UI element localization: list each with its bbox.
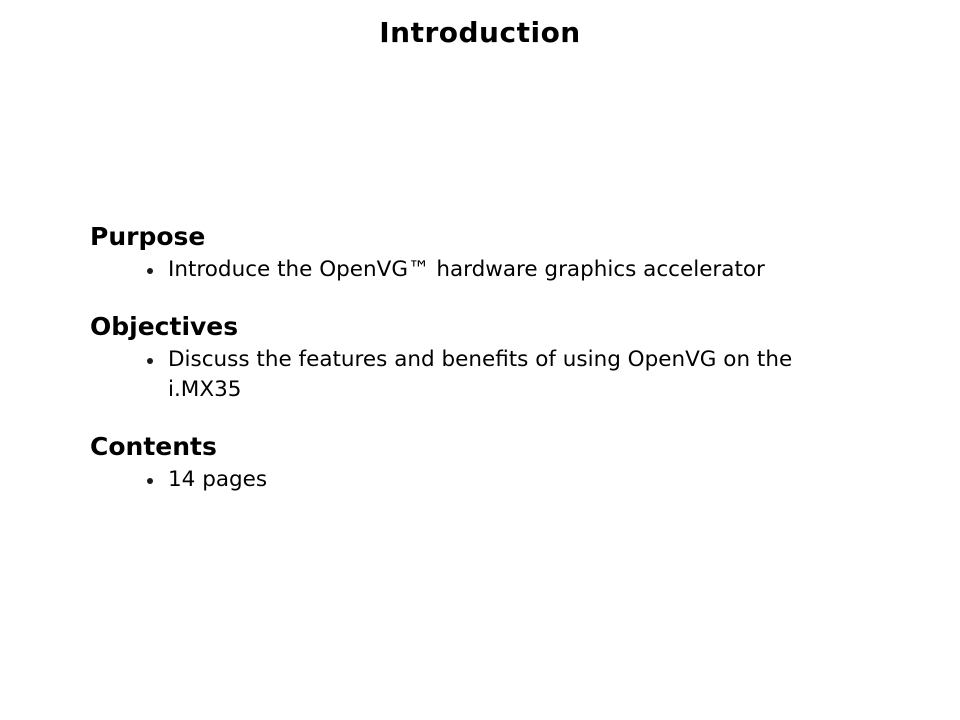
bullet-text: Discuss the features and benefits of using OpenVG on the i.MX35 bbox=[168, 347, 793, 402]
bullet-text: Introduce the OpenVG™ hardware graphics accelerator bbox=[168, 257, 765, 282]
list-item bbox=[90, 465, 920, 495]
slide-title: Introduction bbox=[379, 16, 581, 49]
list-item bbox=[90, 255, 920, 285]
bullet-icon bbox=[147, 268, 153, 274]
bullet-text: 14 pages bbox=[168, 467, 268, 492]
slide-body bbox=[90, 221, 920, 521]
bullet-icon bbox=[147, 478, 153, 484]
section-contents bbox=[90, 431, 920, 495]
section-heading-objectives: Objectives bbox=[90, 312, 239, 341]
bullet-icon bbox=[147, 358, 153, 364]
section-purpose bbox=[90, 221, 920, 285]
section-heading-purpose: Purpose bbox=[90, 222, 206, 251]
section-objectives bbox=[90, 311, 920, 405]
list-item bbox=[90, 345, 920, 405]
section-heading-contents: Contents bbox=[90, 432, 217, 461]
